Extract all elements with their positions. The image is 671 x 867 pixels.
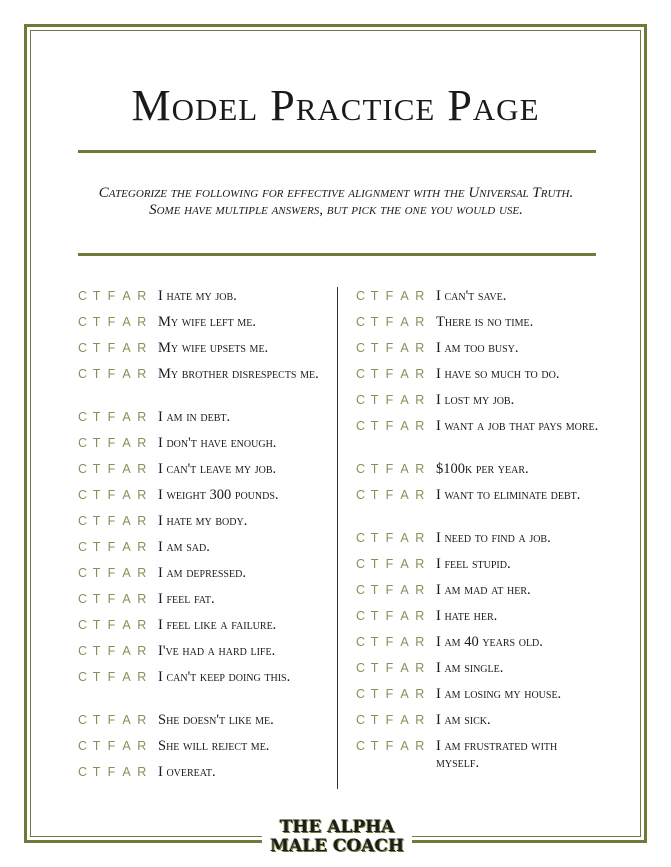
ctfar-letter[interactable]: T: [92, 462, 101, 476]
ctfar-letter[interactable]: A: [400, 341, 409, 355]
statement-text: I am too busy.: [436, 340, 519, 356]
ctfar-letter[interactable]: T: [92, 670, 101, 684]
ctfar-options[interactable]: [356, 556, 430, 573]
ctfar-letter[interactable]: F: [385, 419, 394, 433]
statement-text: I lost my job.: [436, 392, 515, 408]
ctfar-letter[interactable]: A: [122, 540, 131, 554]
instructions-divider: [78, 253, 596, 256]
statement-text: I am single.: [436, 660, 504, 676]
ctfar-letter[interactable]: T: [370, 289, 379, 303]
practice-item: [356, 314, 601, 331]
statement-text: I am sad.: [158, 539, 210, 555]
ctfar-letter[interactable]: T: [92, 410, 101, 424]
ctfar-letter[interactable]: A: [122, 410, 131, 424]
ctfar-letter[interactable]: A: [400, 687, 409, 701]
ctfar-letter[interactable]: T: [92, 739, 101, 753]
ctfar-letter[interactable]: A: [122, 644, 131, 658]
ctfar-options[interactable]: [78, 738, 152, 755]
ctfar-letter[interactable]: R: [137, 739, 147, 753]
statement-text: I overeat.: [158, 764, 216, 780]
ctfar-options[interactable]: [78, 487, 152, 504]
statement-text: I've had a hard life.: [158, 643, 276, 659]
ctfar-letter[interactable]: T: [370, 341, 379, 355]
ctfar-letter[interactable]: A: [400, 739, 409, 753]
practice-item: [356, 530, 601, 547]
ctfar-options[interactable]: [78, 712, 152, 729]
ctfar-letter[interactable]: T: [370, 557, 379, 571]
ctfar-options[interactable]: [78, 340, 152, 357]
ctfar-options[interactable]: [78, 314, 152, 331]
ctfar-letter[interactable]: F: [107, 644, 116, 658]
ctfar-letter[interactable]: C: [356, 393, 366, 407]
ctfar-letter[interactable]: A: [400, 289, 409, 303]
ctfar-letter[interactable]: C: [356, 557, 366, 571]
ctfar-letter[interactable]: C: [356, 635, 366, 649]
ctfar-options[interactable]: [356, 530, 430, 547]
practice-item: [78, 487, 328, 504]
practice-item: [356, 634, 601, 651]
ctfar-letter[interactable]: R: [415, 289, 425, 303]
practice-item: [356, 712, 601, 729]
ctfar-letter[interactable]: C: [78, 765, 88, 779]
ctfar-options[interactable]: [356, 582, 430, 599]
statement-text: I have so much to do.: [436, 366, 560, 382]
ctfar-letter[interactable]: A: [122, 566, 131, 580]
ctfar-letter[interactable]: C: [356, 713, 366, 727]
practice-item: [78, 617, 328, 634]
ctfar-letter[interactable]: R: [137, 341, 147, 355]
alpha-male-coach-logo: [262, 818, 412, 856]
practice-item: [356, 608, 601, 625]
column-divider: [337, 287, 338, 789]
statement-text: She will reject me.: [158, 738, 270, 754]
statement-text: I hate her.: [436, 608, 498, 624]
ctfar-options[interactable]: [78, 461, 152, 478]
ctfar-options[interactable]: [356, 738, 430, 755]
ctfar-letter[interactable]: A: [122, 592, 131, 606]
ctfar-letter[interactable]: R: [415, 583, 425, 597]
practice-item: [78, 539, 328, 556]
ctfar-letter[interactable]: R: [415, 419, 425, 433]
ctfar-letter[interactable]: F: [107, 367, 116, 381]
ctfar-letter[interactable]: F: [385, 462, 394, 476]
ctfar-letter[interactable]: F: [107, 765, 116, 779]
ctfar-options[interactable]: [78, 669, 152, 686]
ctfar-letter[interactable]: C: [78, 592, 88, 606]
ctfar-letter[interactable]: A: [122, 765, 131, 779]
ctfar-options[interactable]: [78, 366, 152, 383]
ctfar-letter[interactable]: C: [356, 341, 366, 355]
ctfar-letter[interactable]: C: [78, 514, 88, 528]
ctfar-letter[interactable]: T: [92, 618, 101, 632]
ctfar-letter[interactable]: A: [122, 739, 131, 753]
practice-item: [356, 556, 601, 573]
practice-item: [356, 418, 601, 435]
statement-text: I can't save.: [436, 288, 507, 304]
ctfar-letter[interactable]: A: [122, 670, 131, 684]
ctfar-letter[interactable]: A: [400, 609, 409, 623]
ctfar-options[interactable]: [78, 565, 152, 582]
ctfar-letter[interactable]: C: [356, 462, 366, 476]
ctfar-letter[interactable]: F: [107, 592, 116, 606]
ctfar-options[interactable]: [356, 660, 430, 677]
practice-item: [78, 340, 328, 357]
statement-text: $100k per year.: [436, 461, 529, 477]
ctfar-letter[interactable]: R: [137, 315, 147, 329]
ctfar-letter[interactable]: T: [370, 393, 379, 407]
ctfar-letter[interactable]: C: [78, 367, 88, 381]
ctfar-letter[interactable]: R: [137, 462, 147, 476]
ctfar-letter[interactable]: F: [385, 661, 394, 675]
ctfar-letter[interactable]: C: [78, 462, 88, 476]
ctfar-letter[interactable]: C: [356, 419, 366, 433]
ctfar-letter[interactable]: A: [122, 618, 131, 632]
ctfar-letter[interactable]: A: [400, 488, 409, 502]
statement-text: I feel like a failure.: [158, 617, 277, 633]
ctfar-options[interactable]: [356, 418, 430, 435]
ctfar-letter[interactable]: R: [137, 436, 147, 450]
ctfar-letter[interactable]: C: [78, 670, 88, 684]
ctfar-letter[interactable]: T: [370, 531, 379, 545]
practice-item: [356, 392, 601, 409]
ctfar-options[interactable]: [356, 686, 430, 703]
ctfar-letter[interactable]: A: [400, 661, 409, 675]
ctfar-letter[interactable]: F: [107, 514, 116, 528]
ctfar-letter[interactable]: F: [385, 687, 394, 701]
statement-text: My wife upsets me.: [158, 340, 269, 356]
ctfar-letter[interactable]: R: [415, 367, 425, 381]
ctfar-letter[interactable]: C: [78, 410, 88, 424]
ctfar-letter[interactable]: C: [78, 488, 88, 502]
ctfar-options[interactable]: [356, 314, 430, 331]
statement-text: My brother disrespects me.: [158, 366, 319, 382]
ctfar-letter[interactable]: R: [137, 670, 147, 684]
ctfar-letter[interactable]: F: [385, 531, 394, 545]
practice-item: [78, 565, 328, 582]
statement-text: I feel fat.: [158, 591, 215, 607]
ctfar-letter[interactable]: C: [78, 315, 88, 329]
ctfar-options[interactable]: [356, 608, 430, 625]
title-divider: [78, 150, 596, 153]
ctfar-letter[interactable]: T: [370, 739, 379, 753]
ctfar-letter[interactable]: T: [370, 609, 379, 623]
statement-text: I want to eliminate debt.: [436, 487, 581, 503]
ctfar-letter[interactable]: R: [137, 410, 147, 424]
ctfar-letter[interactable]: C: [356, 315, 366, 329]
practice-item: [78, 643, 328, 660]
practice-item: [78, 513, 328, 530]
statement-text: I am 40 years old.: [436, 634, 543, 650]
practice-item: [78, 314, 328, 331]
ctfar-letter[interactable]: T: [92, 488, 101, 502]
statement-text: I am mad at her.: [436, 582, 531, 598]
practice-item: [78, 461, 328, 478]
ctfar-options[interactable]: [356, 288, 430, 305]
ctfar-letter[interactable]: T: [92, 713, 101, 727]
ctfar-letter[interactable]: F: [385, 557, 394, 571]
ctfar-letter[interactable]: R: [415, 531, 425, 545]
ctfar-letter[interactable]: A: [400, 635, 409, 649]
ctfar-letter[interactable]: C: [356, 367, 366, 381]
ctfar-letter[interactable]: A: [122, 713, 131, 727]
ctfar-letter[interactable]: C: [356, 583, 366, 597]
ctfar-letter[interactable]: R: [137, 367, 147, 381]
ctfar-letter[interactable]: T: [370, 583, 379, 597]
ctfar-letter[interactable]: R: [415, 661, 425, 675]
ctfar-letter[interactable]: T: [370, 635, 379, 649]
statement-text: I am losing my house.: [436, 686, 562, 702]
ctfar-options[interactable]: [78, 617, 152, 634]
ctfar-options[interactable]: [356, 392, 430, 409]
ctfar-options[interactable]: [356, 634, 430, 651]
practice-item: [78, 288, 328, 305]
practice-item: [78, 764, 328, 781]
practice-item: [78, 409, 328, 426]
ctfar-letter[interactable]: R: [137, 540, 147, 554]
ctfar-letter[interactable]: T: [92, 315, 101, 329]
ctfar-letter[interactable]: C: [356, 488, 366, 502]
ctfar-letter[interactable]: F: [385, 367, 394, 381]
practice-item: [356, 738, 601, 772]
ctfar-letter[interactable]: C: [78, 289, 88, 303]
practice-item: [78, 435, 328, 452]
ctfar-letter[interactable]: F: [385, 713, 394, 727]
ctfar-options[interactable]: [78, 435, 152, 452]
ctfar-letter[interactable]: R: [137, 566, 147, 580]
ctfar-letter[interactable]: T: [92, 289, 101, 303]
ctfar-letter[interactable]: F: [107, 739, 116, 753]
ctfar-letter[interactable]: A: [400, 713, 409, 727]
ctfar-letter[interactable]: C: [356, 531, 366, 545]
ctfar-letter[interactable]: R: [137, 592, 147, 606]
instructions-text: Categorize the following for effective alignment with the Universal Truth. Some have multiple answers, but pick the one you would use.: [98, 185, 574, 218]
practice-item: [78, 669, 328, 686]
ctfar-letter[interactable]: F: [385, 488, 394, 502]
practice-item: [356, 288, 601, 305]
ctfar-letter[interactable]: F: [107, 670, 116, 684]
ctfar-options[interactable]: [356, 712, 430, 729]
statement-text: I weight 300 pounds.: [158, 487, 279, 503]
ctfar-letter[interactable]: F: [107, 289, 116, 303]
ctfar-letter[interactable]: A: [122, 367, 131, 381]
ctfar-options[interactable]: [78, 643, 152, 660]
logo-line-1: THE ALPHA: [279, 817, 395, 837]
page-title: Model Practice Page: [131, 81, 540, 130]
ctfar-letter[interactable]: A: [122, 341, 131, 355]
ctfar-letter[interactable]: C: [356, 609, 366, 623]
ctfar-letter[interactable]: F: [385, 341, 394, 355]
ctfar-letter[interactable]: A: [400, 583, 409, 597]
ctfar-letter[interactable]: R: [415, 393, 425, 407]
ctfar-letter[interactable]: A: [400, 557, 409, 571]
ctfar-letter[interactable]: T: [370, 687, 379, 701]
ctfar-letter[interactable]: T: [370, 488, 379, 502]
statement-text: I am sick.: [436, 712, 491, 728]
ctfar-letter[interactable]: R: [415, 739, 425, 753]
statement-text: She doesn't like me.: [158, 712, 274, 728]
ctfar-letter[interactable]: R: [137, 713, 147, 727]
ctfar-letter[interactable]: T: [370, 661, 379, 675]
ctfar-letter[interactable]: R: [137, 514, 147, 528]
ctfar-options[interactable]: [78, 764, 152, 781]
ctfar-letter[interactable]: A: [400, 393, 409, 407]
practice-item: [356, 582, 601, 599]
ctfar-options[interactable]: [356, 340, 430, 357]
ctfar-letter[interactable]: A: [122, 514, 131, 528]
statement-text: I feel stupid.: [436, 556, 511, 572]
ctfar-letter[interactable]: R: [137, 488, 147, 502]
ctfar-letter[interactable]: T: [370, 315, 379, 329]
ctfar-letter[interactable]: C: [78, 566, 88, 580]
ctfar-letter[interactable]: R: [415, 635, 425, 649]
practice-item: [78, 712, 328, 729]
statement-text: I can't keep doing this.: [158, 669, 291, 685]
ctfar-letter[interactable]: F: [385, 739, 394, 753]
practice-item: [356, 340, 601, 357]
practice-item: [78, 366, 328, 383]
ctfar-letter[interactable]: R: [415, 609, 425, 623]
ctfar-options[interactable]: [78, 409, 152, 426]
ctfar-letter[interactable]: R: [415, 341, 425, 355]
ctfar-letter[interactable]: F: [107, 436, 116, 450]
statement-text: I am frustrated with myself.: [436, 738, 558, 771]
ctfar-letter[interactable]: C: [356, 687, 366, 701]
ctfar-letter[interactable]: C: [78, 436, 88, 450]
statement-text: I am depressed.: [158, 565, 246, 581]
ctfar-letter[interactable]: F: [385, 635, 394, 649]
ctfar-options[interactable]: [356, 366, 430, 383]
statement-text: I can't leave my job.: [158, 461, 277, 477]
statement-text: I need to find a job.: [436, 530, 551, 546]
ctfar-letter[interactable]: F: [107, 341, 116, 355]
ctfar-letter[interactable]: T: [92, 765, 101, 779]
ctfar-letter[interactable]: T: [370, 367, 379, 381]
ctfar-letter[interactable]: A: [400, 531, 409, 545]
statement-text: I hate my body.: [158, 513, 248, 529]
ctfar-letter[interactable]: F: [107, 566, 116, 580]
ctfar-letter[interactable]: A: [122, 315, 131, 329]
statement-text: I hate my job.: [158, 288, 237, 304]
ctfar-letter[interactable]: F: [107, 713, 116, 727]
ctfar-letter[interactable]: R: [137, 765, 147, 779]
ctfar-letter[interactable]: F: [107, 618, 116, 632]
ctfar-options[interactable]: [78, 591, 152, 608]
statement-text: I don't have enough.: [158, 435, 277, 451]
practice-item: [78, 738, 328, 755]
ctfar-letter[interactable]: R: [415, 462, 425, 476]
ctfar-options[interactable]: [78, 539, 152, 556]
ctfar-options[interactable]: [356, 461, 430, 478]
statement-text: There is no time.: [436, 314, 534, 330]
ctfar-letter[interactable]: A: [400, 315, 409, 329]
ctfar-letter[interactable]: C: [78, 739, 88, 753]
ctfar-letter[interactable]: A: [400, 419, 409, 433]
ctfar-letter[interactable]: F: [107, 462, 116, 476]
ctfar-letter[interactable]: R: [137, 289, 147, 303]
ctfar-letter[interactable]: R: [415, 713, 425, 727]
ctfar-letter[interactable]: A: [122, 488, 131, 502]
ctfar-letter[interactable]: T: [370, 713, 379, 727]
ctfar-letter[interactable]: T: [92, 341, 101, 355]
ctfar-letter[interactable]: R: [415, 687, 425, 701]
ctfar-letter[interactable]: R: [415, 557, 425, 571]
ctfar-letter[interactable]: T: [370, 462, 379, 476]
ctfar-letter[interactable]: F: [385, 609, 394, 623]
ctfar-letter[interactable]: T: [92, 436, 101, 450]
ctfar-letter[interactable]: C: [78, 618, 88, 632]
ctfar-letter[interactable]: T: [370, 419, 379, 433]
ctfar-letter[interactable]: T: [92, 566, 101, 580]
ctfar-letter[interactable]: C: [78, 540, 88, 554]
ctfar-letter[interactable]: T: [92, 367, 101, 381]
ctfar-letter[interactable]: F: [107, 315, 116, 329]
practice-item: [356, 461, 601, 478]
ctfar-letter[interactable]: F: [107, 540, 116, 554]
ctfar-options[interactable]: [356, 487, 430, 504]
ctfar-letter[interactable]: A: [122, 436, 131, 450]
ctfar-letter[interactable]: C: [356, 289, 366, 303]
ctfar-letter[interactable]: F: [385, 583, 394, 597]
ctfar-options[interactable]: [78, 513, 152, 530]
practice-item: [356, 686, 601, 703]
ctfar-letter[interactable]: C: [356, 739, 366, 753]
ctfar-letter[interactable]: C: [78, 341, 88, 355]
ctfar-letter[interactable]: C: [78, 713, 88, 727]
ctfar-letter[interactable]: A: [400, 462, 409, 476]
ctfar-letter[interactable]: C: [356, 661, 366, 675]
statement-text: I am in debt.: [158, 409, 231, 425]
practice-item: [78, 591, 328, 608]
ctfar-letter[interactable]: C: [78, 644, 88, 658]
ctfar-letter[interactable]: F: [385, 393, 394, 407]
ctfar-letter[interactable]: F: [385, 289, 394, 303]
ctfar-letter[interactable]: T: [92, 592, 101, 606]
practice-item: [356, 487, 601, 504]
practice-item: [356, 660, 601, 677]
statement-text: I want a job that pays more.: [436, 418, 599, 434]
ctfar-letter[interactable]: F: [385, 315, 394, 329]
ctfar-letter[interactable]: A: [122, 289, 131, 303]
statement-text: My wife left me.: [158, 314, 256, 330]
ctfar-options[interactable]: [78, 288, 152, 305]
ctfar-letter[interactable]: R: [415, 488, 425, 502]
ctfar-letter[interactable]: R: [137, 644, 147, 658]
ctfar-letter[interactable]: T: [92, 514, 101, 528]
ctfar-letter[interactable]: T: [92, 540, 101, 554]
ctfar-letter[interactable]: F: [107, 488, 116, 502]
logo-line-2: MALE COACH: [270, 836, 404, 856]
ctfar-letter[interactable]: F: [107, 410, 116, 424]
ctfar-letter[interactable]: R: [137, 618, 147, 632]
ctfar-letter[interactable]: R: [415, 315, 425, 329]
ctfar-letter[interactable]: A: [400, 367, 409, 381]
ctfar-letter[interactable]: A: [122, 462, 131, 476]
ctfar-letter[interactable]: T: [92, 644, 101, 658]
practice-item: [356, 366, 601, 383]
